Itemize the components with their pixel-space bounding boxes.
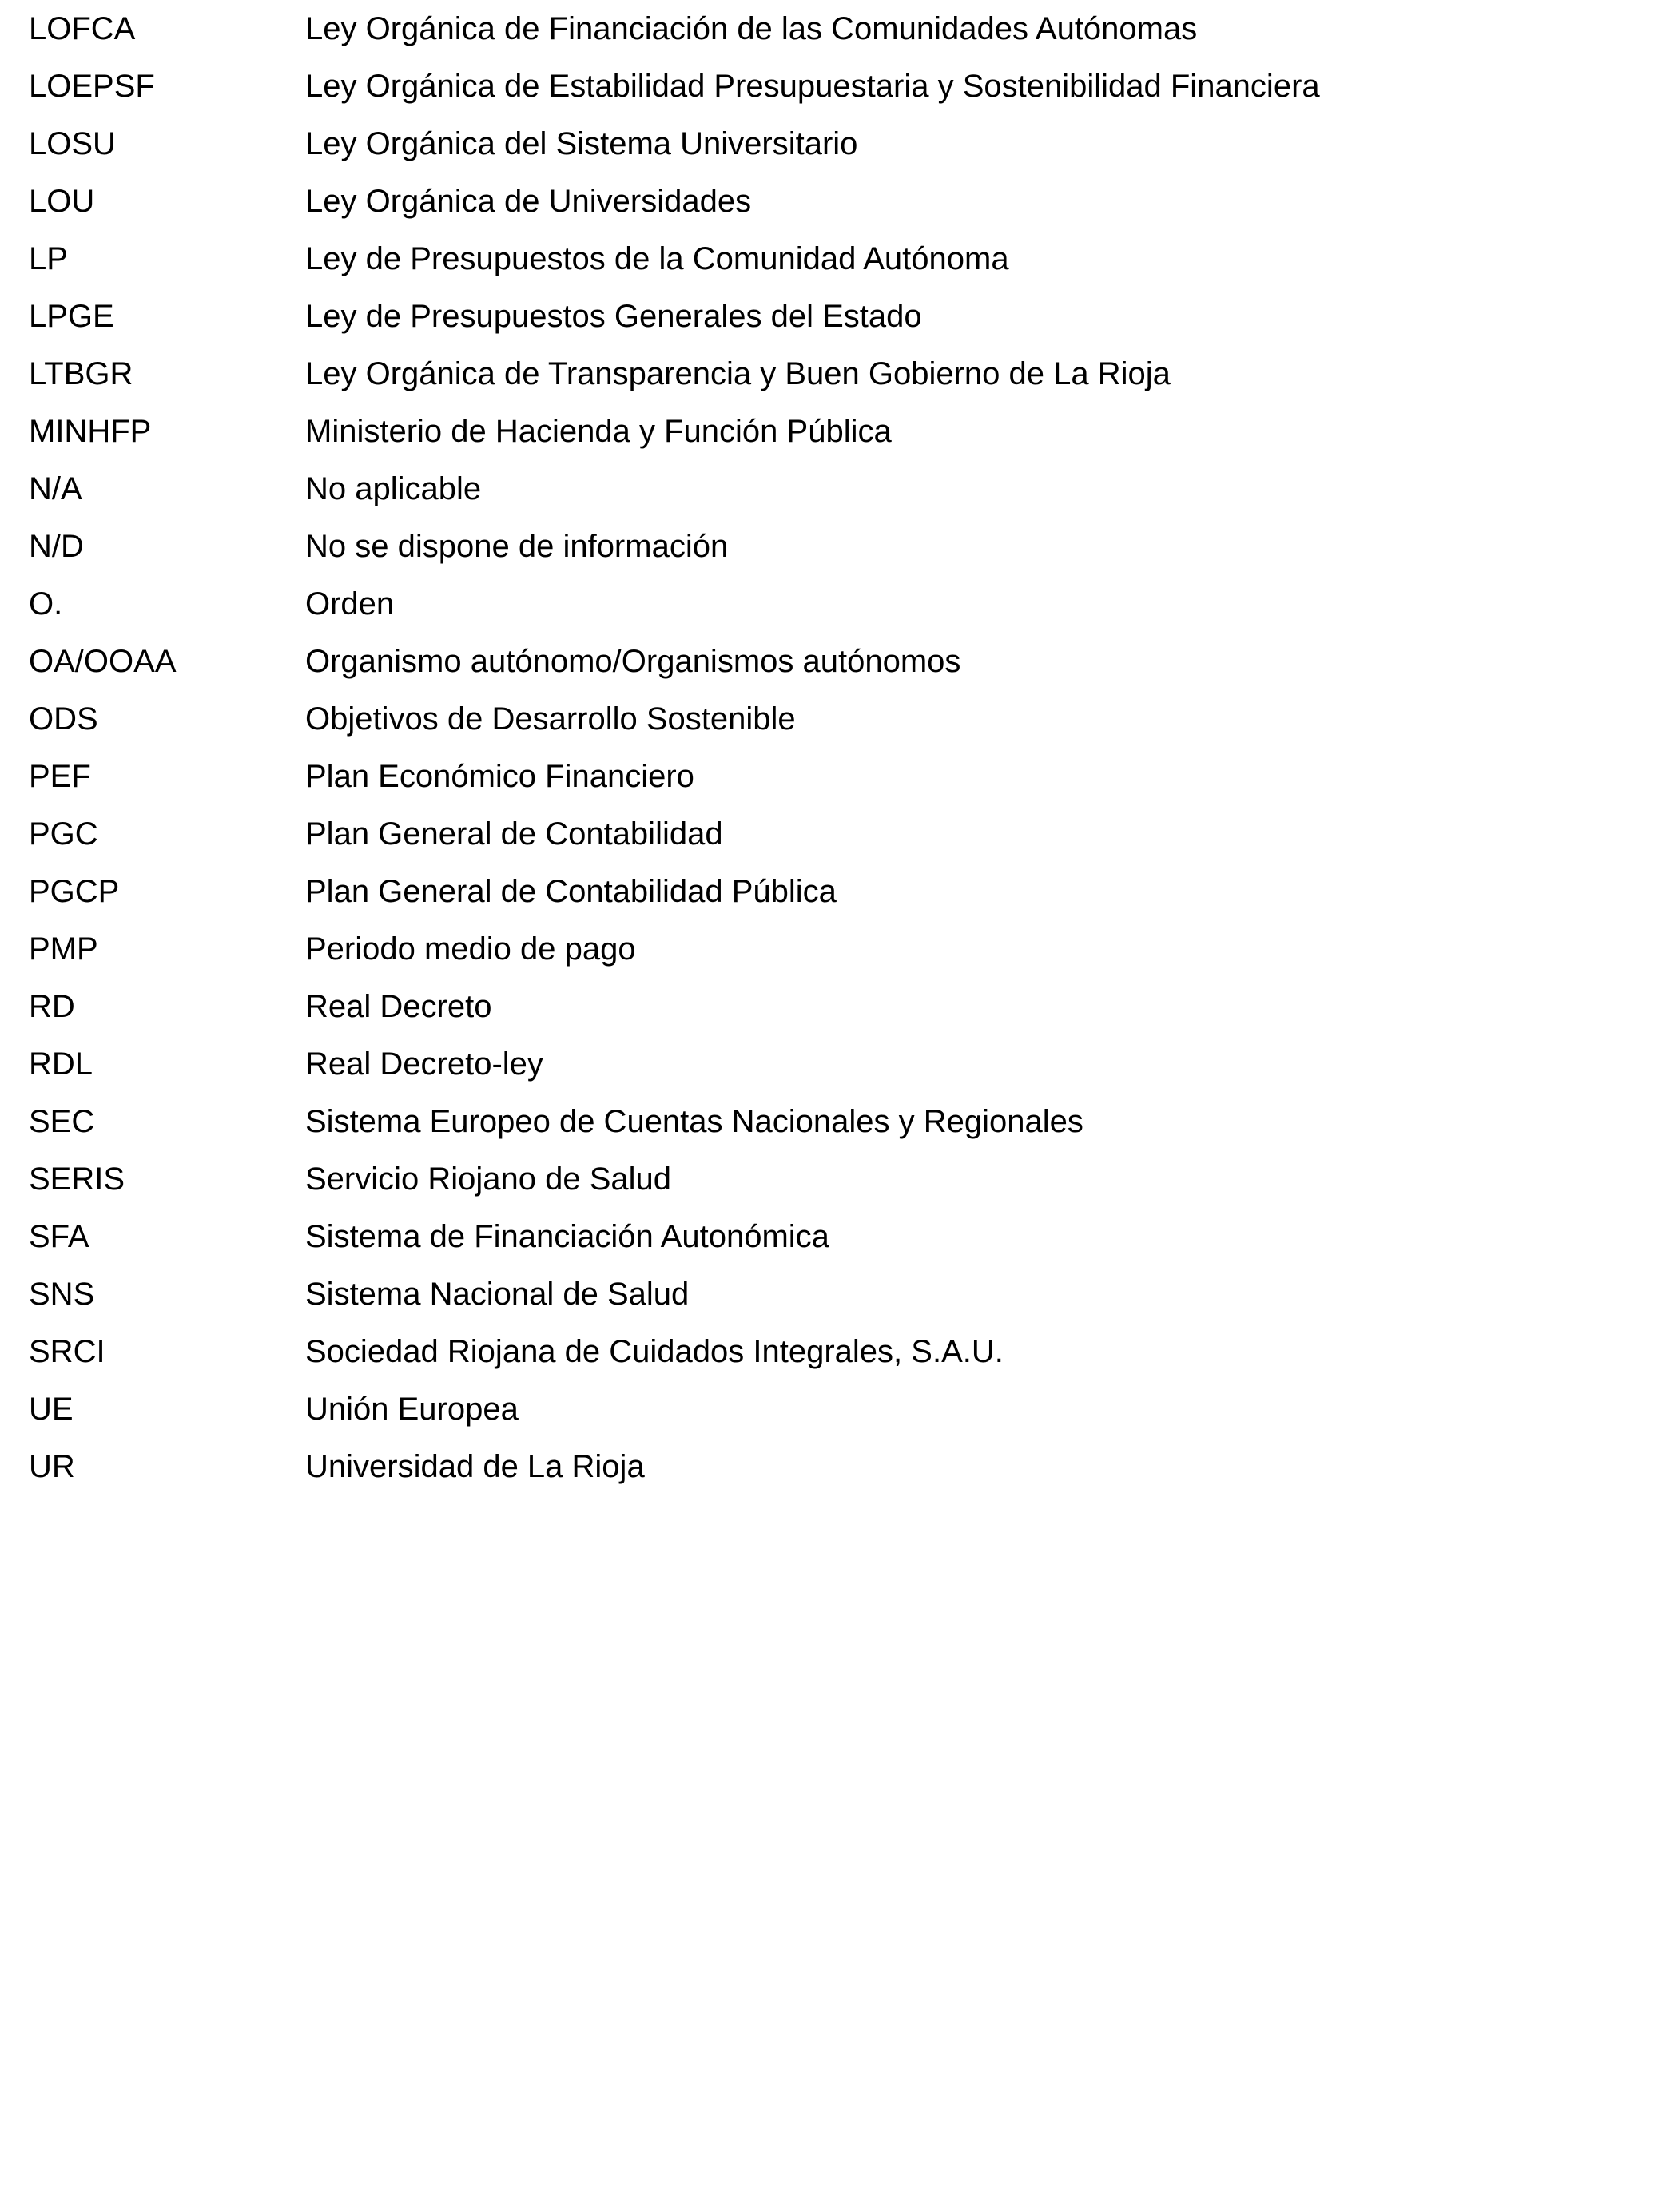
abbreviation: RDL [29,1046,93,1082]
abbreviation: ODS [29,701,98,737]
abbreviation-row [29,978,1627,1035]
abbreviation-row [29,1093,1627,1150]
definition: Organismo autónomo/Organismos autónomos [305,644,961,679]
abbreviation-row [29,345,1627,403]
definition: Sistema de Financiación Autonómica [305,1219,829,1254]
abbreviation-row [29,690,1627,748]
abbreviation-row [29,1438,1627,1495]
definition: Sistema Europeo de Cuentas Nacionales y Regionales [305,1104,1083,1139]
abbreviation-row [29,230,1627,288]
abbreviation: SEC [29,1104,95,1139]
definition: Sistema Nacional de Salud [305,1277,690,1312]
abbreviation-row [29,115,1627,173]
definition: Ley Orgánica de Financiación de las Comunidades Autónomas [305,11,1198,46]
abbreviation: O. [29,586,63,622]
definition: Servicio Riojano de Salud [305,1162,672,1197]
abbreviation: UR [29,1449,75,1484]
abbreviation-row [29,518,1627,575]
definition: Plan General de Contabilidad [305,816,723,852]
definition: Ley Orgánica de Universidades [305,184,752,219]
definition: Ministerio de Hacienda y Función Pública [305,414,892,449]
definition: No aplicable [305,471,482,506]
abbreviation-row [29,575,1627,633]
abbreviation: SNS [29,1277,95,1312]
definition: Periodo medio de pago [305,931,636,967]
abbreviation-row [29,748,1627,805]
abbreviation-row [29,58,1627,115]
abbreviation: SERIS [29,1162,125,1197]
abbreviation-row [29,805,1627,863]
definition: Unión Europea [305,1392,519,1427]
abbreviation-row [29,173,1627,230]
abbreviation: LPGE [29,299,114,334]
abbreviation: LOSU [29,126,116,161]
abbreviation-row [29,1380,1627,1438]
definition: Objetivos de Desarrollo Sostenible [305,701,796,737]
abbreviation: PEF [29,759,91,794]
definition: Ley de Presupuestos de la Comunidad Autónoma [305,241,1009,276]
definition: Ley de Presupuestos Generales del Estado [305,299,922,334]
abbreviation: OA/OOAA [29,644,177,679]
abbreviation: UE [29,1392,74,1427]
abbreviation: SRCI [29,1334,105,1369]
abbreviation: LOU [29,184,95,219]
abbreviation: LTBGR [29,356,133,391]
abbreviation-row [29,1208,1627,1265]
abbreviation: SFA [29,1219,89,1254]
abbreviation: N/D [29,529,84,564]
definition: Ley Orgánica de Transparencia y Buen Gobierno de La Rioja [305,356,1171,391]
abbreviation: PMP [29,931,98,967]
abbreviation: N/A [29,471,82,506]
abbreviation-row [29,1265,1627,1323]
abbreviation-row [29,1035,1627,1093]
definition: Ley Orgánica del Sistema Universitario [305,126,858,161]
definition: No se dispone de información [305,529,729,564]
abbreviation: RD [29,989,75,1024]
abbreviation-row [29,0,1627,58]
abbreviation-row [29,633,1627,690]
abbreviation-row [29,863,1627,920]
abbreviation: PGCP [29,874,120,909]
definition: Sociedad Riojana de Cuidados Integrales, S.A.U. [305,1334,1004,1369]
abbreviation: LOFCA [29,11,136,46]
abbreviation: PGC [29,816,98,852]
abbreviation-row [29,1323,1627,1380]
abbreviation: MINHFP [29,414,152,449]
abbreviations-list [29,0,1627,1495]
definition: Universidad de La Rioja [305,1449,645,1484]
abbreviation: LOEPSF [29,69,155,104]
abbreviation-row [29,920,1627,978]
abbreviation-row [29,460,1627,518]
abbreviation: LP [29,241,68,276]
definition: Ley Orgánica de Estabilidad Presupuestaria y Sostenibilidad Financiera [305,69,1320,104]
abbreviation-row [29,1150,1627,1208]
definition: Plan Económico Financiero [305,759,694,794]
definition: Real Decreto [305,989,492,1024]
definition: Real Decreto-ley [305,1046,543,1082]
definition: Plan General de Contabilidad Pública [305,874,837,909]
abbreviation-row [29,288,1627,345]
definition: Orden [305,586,395,622]
abbreviation-row [29,403,1627,460]
